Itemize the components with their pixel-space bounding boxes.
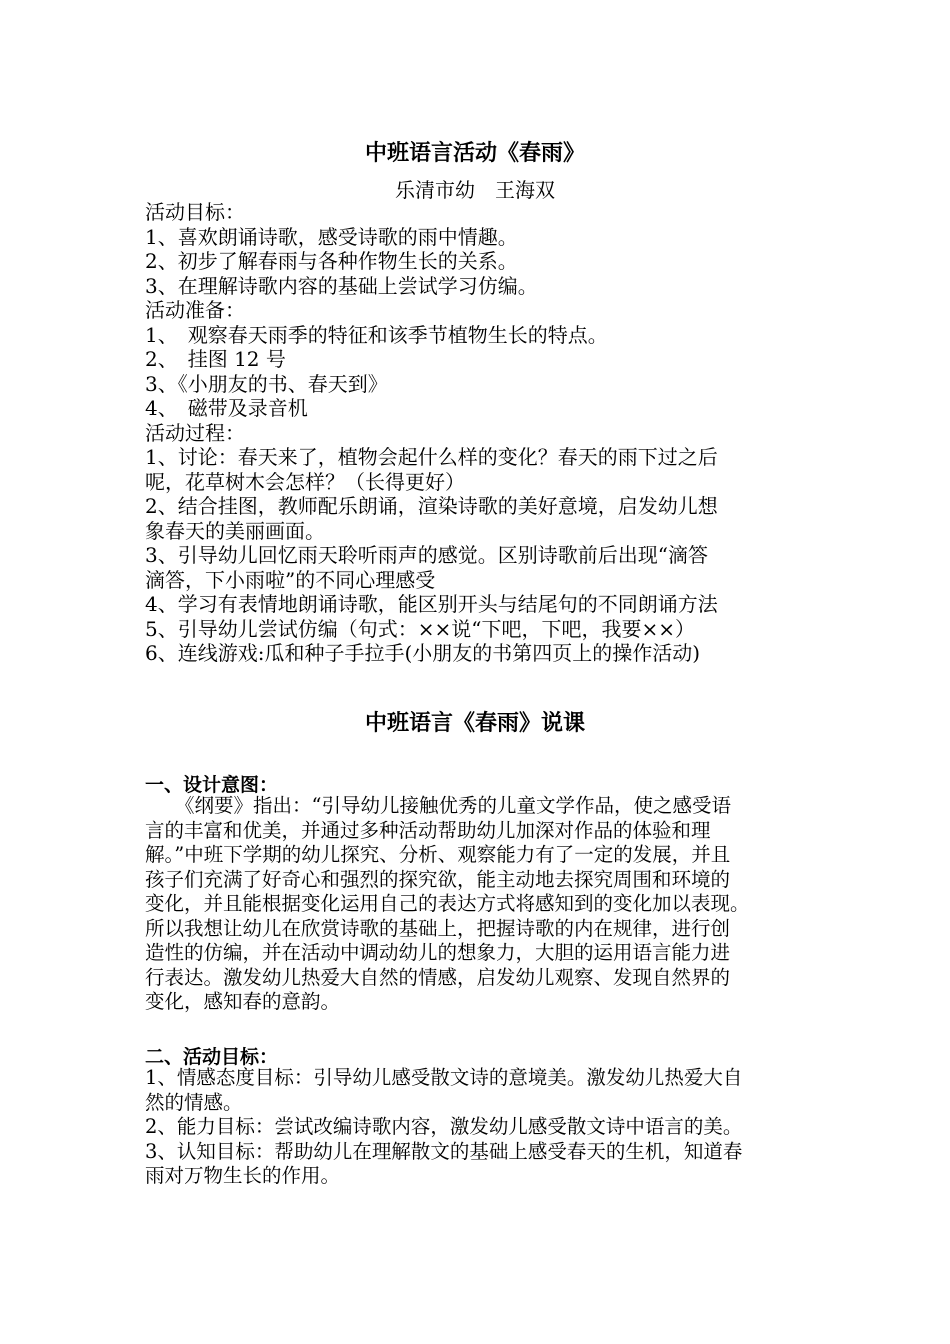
goal-line: 1、情感态度目标：引导幼儿感受散文诗的意境美。激发幼儿热爱大自 xyxy=(145,1066,743,1089)
talk-title: 中班语言《春雨》说课 xyxy=(364,711,585,736)
paragraph-line: 言的丰富和优美，并通过多种活动帮助幼儿加深对作品的体验和理 xyxy=(145,818,711,842)
lesson-plan-title: 中班语言活动《春雨》 xyxy=(364,141,585,166)
process-line: 6、连线游戏:瓜和种子手拉手(小朋友的书第四页上的操作活动) xyxy=(145,641,701,665)
goal-line: 3、认知目标：帮助幼儿在理解散文的基础上感受春天的生机，知道春 xyxy=(145,1139,743,1163)
goal-line: 雨对万物生长的作用。 xyxy=(145,1164,341,1187)
process-line: 2、结合挂图，教师配乐朗诵，渲染诗歌的美好意境，启发幼儿想 xyxy=(145,494,718,518)
paragraph-line: 《纲要》指出：“引导幼儿接触优秀的儿童文学作品，使之感受语 xyxy=(175,794,731,817)
paragraph-line: 孩子们充满了好奇心和强烈的探究欲，能主动地去探究周围和环境的 xyxy=(145,867,731,891)
heading-activity-process: 活动过程： xyxy=(145,420,245,445)
author-line: 乐清市幼 王海双 xyxy=(395,178,555,202)
process-line: 5、引导幼儿尝试仿编（句式：××说“下吧，下吧，我要××） xyxy=(145,616,695,641)
paragraph-line: 行表达。激发幼儿热爱大自然的情感，启发幼儿观察、发现自然界的 xyxy=(145,965,731,989)
process-line: 4、学习有表情地朗诵诗歌，能区别开头与结尾句的不同朗诵方法 xyxy=(145,592,718,616)
section-heading-design-intent: 一、设计意图： xyxy=(145,774,279,796)
heading-activity-preparation: 活动准备： xyxy=(145,298,245,322)
process-line: 象春天的美丽画面。 xyxy=(145,518,325,543)
process-line: 3、引导幼儿回忆雨天聆听雨声的感觉。区别诗歌前后出现“滴答 xyxy=(145,543,708,567)
activity-goals-body xyxy=(145,1066,825,1189)
goal-item: 2、初步了解春雨与各种作物生长的关系。 xyxy=(145,249,518,273)
section-heading-activity-goals: 二、活动目标： xyxy=(145,1046,279,1068)
process-line: 呢，花草树木会怎样？（长得更好） xyxy=(145,469,465,494)
goal-line: 然的情感。 xyxy=(145,1090,243,1114)
process-line: 1、讨论：春天来了，植物会起什么样的变化？春天的雨下过之后 xyxy=(145,445,718,469)
paragraph-line: 造性的仿编，并在活动中调动幼儿的想象力，大胆的运用语言能力进 xyxy=(145,941,731,964)
design-intent-body xyxy=(145,794,825,1015)
preparation-item: 1、 观察春天雨季的特征和该季节植物生长的特点。 xyxy=(145,322,608,347)
preparation-item: 2、 挂图 12 号 xyxy=(145,347,286,371)
paragraph-line: 解。”中班下学期的幼儿探究、分析、观察能力有了一定的发展，并且 xyxy=(145,843,731,866)
goal-item: 3、在理解诗歌内容的基础上尝试学习仿编。 xyxy=(145,273,538,298)
goal-item: 1、喜欢朗诵诗歌，感受诗歌的雨中情趣。 xyxy=(145,224,518,249)
lesson-plan-body xyxy=(145,200,825,666)
preparation-item: 4、 磁带及录音机 xyxy=(145,396,308,420)
goal-line: 2、能力目标：尝试改编诗歌内容，激发幼儿感受散文诗中语言的美。 xyxy=(145,1115,743,1138)
paragraph-line: 变化，感知春的意韵。 xyxy=(145,990,341,1013)
heading-activity-goals: 活动目标： xyxy=(145,200,245,224)
process-line: 滴答，下小雨啦”的不同心理感受 xyxy=(145,567,436,592)
paragraph-line: 所以我想让幼儿在欣赏诗歌的基础上，把握诗歌的内在规律，进行创 xyxy=(145,916,731,940)
paragraph-line: 变化，并且能根据变化运用自己的表达方式将感知到的变化加以表现。 xyxy=(145,892,750,915)
preparation-item: 3、《小朋友的书、春天到》 xyxy=(145,371,388,396)
